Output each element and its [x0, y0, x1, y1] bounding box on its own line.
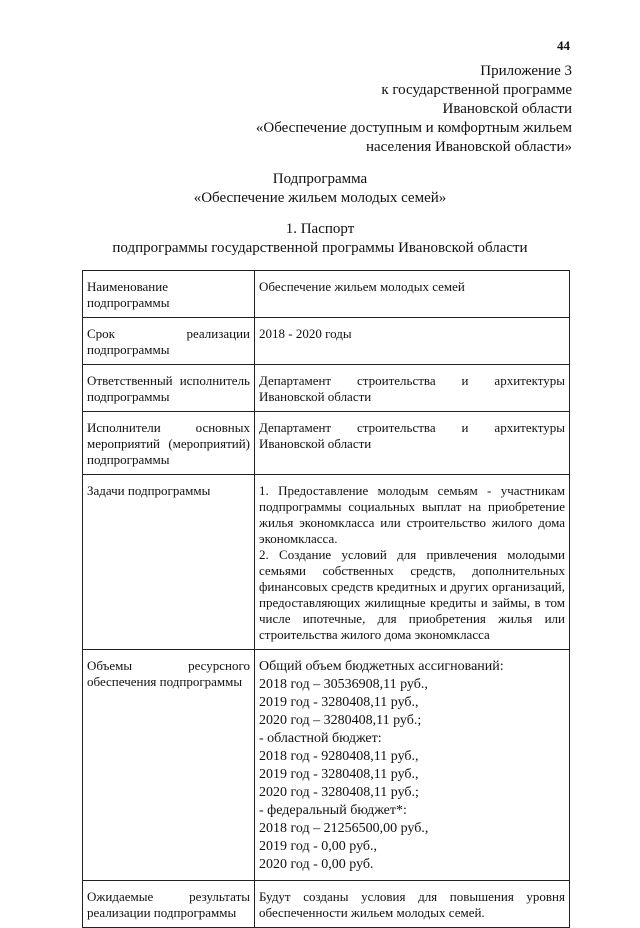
value-line: 2019 год - 3280408,11 руб., — [259, 695, 419, 710]
value-line: 2020 год - 0,00 руб. — [259, 857, 374, 872]
page-number: 44 — [557, 38, 570, 53]
appendix-line: населения Ивановской области» — [365, 139, 572, 155]
value-line: строительства жилого дома экономкласса — [259, 627, 490, 642]
appendix-line: «Обеспечение доступным и комфортным жильем — [255, 120, 572, 136]
row-value — [255, 412, 570, 475]
row-label — [83, 475, 255, 650]
label-line: подпрограммы — [87, 342, 170, 357]
value-line: 1. Предоставление молодым семьям - участникам — [259, 483, 565, 498]
appendix-line: Приложение 3 — [480, 63, 572, 79]
value-line: предоставляющих жилищные кредиты и займы, в том — [259, 595, 565, 610]
value-line: 2020 год – 3280408,11 руб.; — [259, 713, 422, 728]
value-line: Обеспечение жильем молодых семей — [259, 279, 465, 294]
table-row — [83, 318, 570, 365]
value-line: 2018 год – 30536908,11 руб., — [259, 677, 428, 692]
passport-subheading: подпрограммы государственной программы Ивановской области — [112, 240, 528, 256]
passport-heading-block — [0, 220, 640, 258]
row-label — [83, 881, 255, 928]
label-line: Исполнители основных — [87, 420, 250, 435]
subprogram-title-block — [0, 170, 640, 208]
value-line: Ивановской области — [259, 436, 372, 451]
label-line: подпрограммы — [87, 389, 170, 404]
table-row — [83, 365, 570, 412]
row-label — [83, 650, 255, 881]
appendix-line: Ивановской области — [442, 101, 572, 117]
value-line: числе ипотечные, для приобретения жилья или — [259, 611, 565, 626]
value-line: 2019 год - 0,00 руб., — [259, 839, 378, 854]
appendix-header — [256, 62, 572, 157]
value-line: 2. Создание условий для привлечения молодыми — [259, 547, 565, 562]
passport-table — [82, 270, 570, 928]
value-line: 2020 год - 3280408,11 руб.; — [259, 785, 419, 800]
value-line: экономкласса. — [259, 531, 338, 546]
label-line: обеспечения подпрограммы — [87, 674, 243, 689]
value-line: жилья экономкласса или строительство жилого дома — [259, 515, 565, 530]
value-line: Ивановской области — [259, 389, 372, 404]
value-line: Департамент строительства и архитектуры — [259, 373, 565, 388]
table-row — [83, 271, 570, 318]
row-value — [255, 318, 570, 365]
row-value — [255, 365, 570, 412]
label-line: мероприятий (мероприятий) — [87, 436, 250, 451]
subprogram-title: Подпрограмма — [272, 171, 368, 187]
value-line: финансовых средств кредитных и других организаций, — [259, 579, 565, 594]
value-line: 2018 - 2020 годы — [259, 326, 352, 341]
label-line: подпрограммы — [87, 295, 170, 310]
table-row — [83, 475, 570, 650]
row-value — [255, 475, 570, 650]
row-label — [83, 412, 255, 475]
table-row — [83, 650, 570, 881]
row-value — [255, 650, 570, 881]
label-line: Задачи подпрограммы — [87, 483, 211, 498]
value-line: 2018 год - 9280408,11 руб., — [259, 749, 419, 764]
row-value — [255, 271, 570, 318]
appendix-line: к государственной программе — [381, 82, 572, 98]
value-line: Департамент строительства и архитектуры — [259, 420, 565, 435]
value-line: - областной бюджет: — [259, 731, 382, 746]
value-line: подпрограммы социальных выплат на приобретение — [259, 499, 565, 514]
value-line: Общий объем бюджетных ассигнований: — [259, 659, 504, 674]
label-line: Объемы ресурсного — [87, 658, 250, 673]
value-line: 2018 год – 21256500,00 руб., — [259, 821, 429, 836]
label-line: Наименование — [87, 279, 168, 294]
passport-heading: 1. Паспорт — [285, 221, 355, 237]
subprogram-name: «Обеспечение жильем молодых семей» — [193, 190, 447, 206]
label-line: Ответственный исполнитель — [87, 373, 250, 388]
row-label — [83, 365, 255, 412]
value-line: обеспеченности жильем молодых семей. — [259, 905, 485, 920]
row-value — [255, 881, 570, 928]
row-label — [83, 271, 255, 318]
label-line: Срок реализации — [87, 326, 250, 341]
value-line: семьями собственных средств, дополнительных — [259, 563, 565, 578]
label-line: подпрограммы — [87, 452, 170, 467]
value-line: 2019 год - 3280408,11 руб., — [259, 767, 419, 782]
label-line: Ожидаемые результаты — [87, 889, 250, 904]
value-line: - федеральный бюджет*: — [259, 803, 407, 818]
table-row — [83, 412, 570, 475]
row-label — [83, 318, 255, 365]
label-line: реализации подпрограммы — [87, 905, 237, 920]
value-line: Будут созданы условия для повышения уровня — [259, 889, 565, 904]
table-row — [83, 881, 570, 928]
